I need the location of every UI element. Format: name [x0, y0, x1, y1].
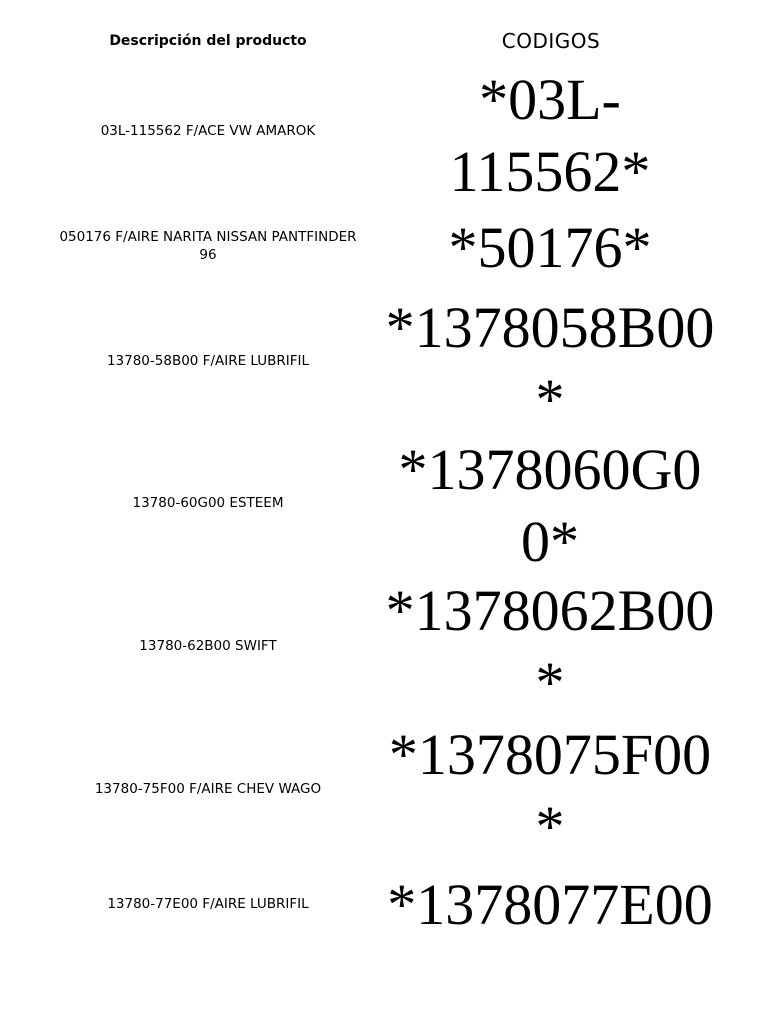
description-column-header: Descripción del producto — [109, 33, 307, 49]
barcode-line: * — [535, 367, 565, 432]
product-description — [48, 228, 368, 264]
description-line: 050176 F/AIRE NARITA NISSAN PANTFINDER — [59, 229, 357, 245]
description-line: 96 — [199, 247, 217, 263]
product-description: 13780-60G00 ESTEEM — [132, 495, 284, 511]
barcode-text — [372, 64, 728, 208]
barcode-line: *03L- — [479, 67, 621, 132]
barcode-line: *1378077E00 — [387, 872, 713, 937]
barcode-line: *1378060G0 — [398, 437, 702, 502]
barcode-text — [372, 719, 728, 863]
barcode-line: *1378062B00 — [385, 578, 715, 643]
barcode-text — [372, 212, 728, 284]
product-description: 13780-62B00 SWIFT — [139, 638, 277, 654]
barcode-line: * — [535, 650, 565, 715]
barcode-line: 115562* — [449, 139, 651, 204]
product-description: 13780-75F00 F/AIRE CHEV WAGO — [94, 781, 322, 797]
barcode-line: *1378058B00 — [385, 295, 715, 360]
product-description: 03L-115562 F/ACE VW AMAROK — [100, 123, 316, 139]
barcode-line: * — [535, 794, 565, 859]
barcode-line: 0* — [521, 509, 579, 574]
barcode-line: *50176* — [448, 215, 652, 280]
codes-column-header: CODIGOS — [501, 29, 601, 53]
product-description: 13780-58B00 F/AIRE LUBRIFIL — [106, 353, 310, 369]
barcode-line: *1378075F00 — [388, 722, 712, 787]
barcode-text — [372, 575, 728, 719]
barcode-text — [372, 434, 728, 578]
product-description: 13780-77E00 F/AIRE LUBRIFIL — [107, 896, 309, 912]
barcode-text — [372, 869, 728, 941]
barcode-text — [372, 292, 728, 436]
